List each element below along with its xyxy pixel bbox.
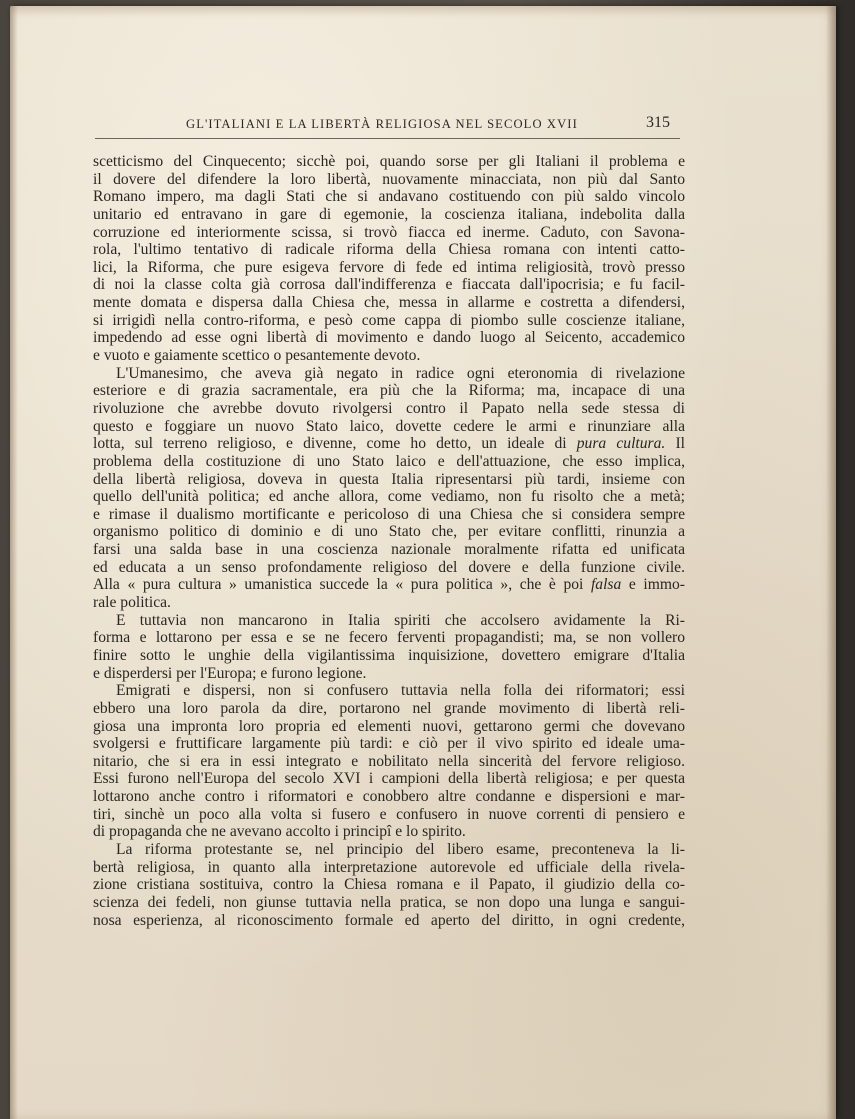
text-line: Romano impero, ma dagli Stati che si andavano costituendo con più saldo vincolo <box>93 188 685 206</box>
text-line: scienza dei fedeli, non giunse tuttavia nella pratica, se non dopo una lunga e sangui- <box>93 893 685 911</box>
running-head: GL'ITALIANI E LA LIBERTÀ RELIGIOSA NEL SECOLO XVII <box>186 117 578 131</box>
text-line: La riforma protestante se, nel principio del libero esame, preconteneva la li- <box>116 840 685 858</box>
text-line: nitario, che si era in essi integrato e nobilitato nella sincerità del fervore religioso. <box>93 752 685 770</box>
text-line: farsi una salda base in una coscienza nazionale moralmente rifatta ed unificata <box>93 541 685 559</box>
text-line: L'Umanesimo, che aveva già negato in radice ogni eteronomia di rivelazione <box>116 364 685 382</box>
text-line: della libertà religiosa, doveva in questa Italia ripresentarsi più tardi, insieme con <box>93 470 685 488</box>
text-line: Essi furono nell'Europa del secolo XVI i campioni della libertà religiosa; e per questa <box>93 770 685 788</box>
text-line: esteriore e di grazia sacramentale, era più che la Riforma; ma, incapace di una <box>93 382 685 400</box>
text-line: rola, l'ultimo tentativo di radicale riforma della Chiesa romana con intenti catto- <box>93 241 685 259</box>
text-line: ed educata a un senso profondamente religioso del dovere e della funzione civile. <box>93 558 685 576</box>
text-line: zione cristiana sostituiva, contro la Chiesa romana e il Papato, il giudizio della co- <box>93 876 685 894</box>
text-line: organismo politico di dominio e di uno Stato che, per evitare conflitti, rinunzia a <box>93 523 685 541</box>
header-rule <box>95 138 680 139</box>
text-line: lottarono anche contro i riformatori e conobbero altre condanne e dispersioni e mar- <box>93 788 685 806</box>
text-line: impedendo ad esse ogni libertà di movimento e dando luogo al Seicento, accademico <box>93 329 685 347</box>
page-number: 315 <box>646 114 670 131</box>
page-right-edge-shadow <box>826 6 836 1119</box>
text-line: finire sotto le unghie della vigilantissima inquisizione, dovettero emigrare d'Italia <box>93 646 685 664</box>
text-line: problema della costituzione di uno Stato laico e dell'attuazione, che esso implica, <box>93 452 685 470</box>
text-line: di noi la classe colta già corrosa dall'indifferenza e fiaccata dall'ipocrisia; e fu facil- <box>93 276 685 294</box>
text-line: unitario ed entravano in gare di egemonie, la coscienza italiana, indebolita dalla <box>93 205 685 223</box>
text-line: lotta, sul terreno religioso, e divenne, come ho detto, un ideale di pura cultura. Il <box>93 435 685 453</box>
text-line: Alla « pura cultura » umanistica succede la « pura politica », che è poi falsa e immo- <box>93 576 685 594</box>
text-line: ebbero una loro parola da dire, portarono nel grande movimento di libertà reli- <box>93 699 685 717</box>
text-line: rivoluzione che avrebbe dovuto rivolgersi contro il Papato nella sede stessa di <box>93 399 685 417</box>
text-line: di propaganda che ne avevano accolto i principî e lo spirito. <box>93 823 466 841</box>
italic-phrase: pura cultura. <box>576 435 666 453</box>
text-line: si irrigidì nella contro-riforma, e pesò come cappa di piombo sulle coscienze italiane, <box>93 311 685 329</box>
text-line: lici, la Riforma, che pure esigeva fervore di fede ed intima religiosità, trovò presso <box>93 258 685 276</box>
text-line: e vuoto e gaiamente scettico o pesantemente devoto. <box>93 347 421 365</box>
text-line: forma e lottarono per essa e se ne fecero ferventi propagandisti; ma, se non vollero <box>93 629 685 647</box>
body-text <box>93 153 685 929</box>
text-line: giosa una impronta loro propria ed elementi nuovi, gettarono germi che dovevano <box>93 717 685 735</box>
text-line: mente domata e dispersa dalla Chiesa che, messa in allarme e costretta a difendersi, <box>93 294 685 312</box>
italic-phrase: falsa <box>590 576 622 594</box>
text-line: questo e foggiare un nuovo Stato laico, dovette cedere le armi e rinunziare alla <box>93 417 685 435</box>
text-line: bertà religiosa, in quanto alla interpretazione autorevole ed ufficiale della rivela- <box>93 858 685 876</box>
text-line: svolgersi e fruttificare largamente più tardi: e ciò per il vivo spirito ed ideale uma- <box>93 735 685 753</box>
text-line: Emigrati e dispersi, non si confusero tuttavia nella folla dei riformatori; essi <box>116 682 685 700</box>
text-line: nosa esperienza, al riconoscimento formale ed aperto del diritto, in ogni credente, <box>93 911 685 929</box>
text-line: scetticismo del Cinquecento; sicchè poi, quando sorse per gli Italiani il problema e <box>93 153 685 170</box>
text-line: tiri, sinchè un poco alla volta si fusero e confusero in nuove correnti di pensiero e <box>93 805 685 823</box>
text-line: e disperdersi per l'Europa; e furono legione. <box>93 664 367 682</box>
text-line: corruzione ed interiormente scissa, si trovò fiacca ed inerme. Caduto, con Savona- <box>93 223 685 241</box>
text-line: E tuttavia non mancarono in Italia spiriti che accolsero avidamente la Ri- <box>116 611 685 629</box>
page-binding-shadow <box>10 6 18 1119</box>
text-line: il dovere del difendere la loro libertà, nuovamente minacciata, non più dal Santo <box>93 170 685 188</box>
text-line: rale politica. <box>93 594 171 612</box>
text-line: e rimase il dualismo mortificante e pericoloso di una Chiesa che si considera sempre <box>93 505 685 523</box>
text-line: quello dell'unità politica; ed anche allora, come vediamo, non fu risolto che a metà; <box>93 488 685 506</box>
